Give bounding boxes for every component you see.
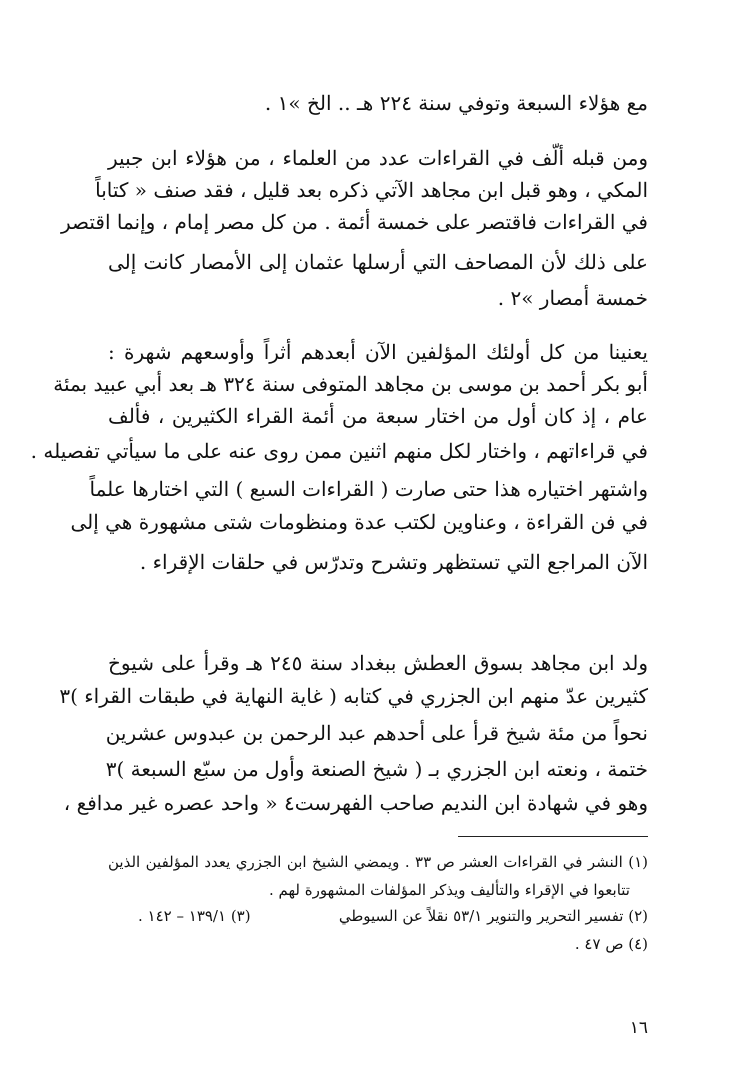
body-line: يعنينا من كل أولئك المؤلفين الآن أبعدهم أثراً وأوسعهم شهرة : bbox=[108, 340, 648, 364]
body-line: نحواً من مئة شيخ قرأ على أحدهم عبد الرحمن بن عبدوس عشرين bbox=[105, 721, 648, 745]
footnote-3: (٣) ١٣٩/١ – ١٤٢ . bbox=[138, 907, 251, 925]
footnote-1: (١) النشر في القراءات العشر ص ٣٣ . ويمضي الشيخ ابن الجزري يعدد المؤلفين الذين bbox=[108, 853, 648, 871]
body-line: خمسة أمصار »٢ . bbox=[497, 286, 648, 310]
body-line: أبو بكر أحمد بن موسى بن مجاهد المتوفى سنة ٣٢٤ هـ بعد أبي عبيد بمئة bbox=[53, 372, 648, 396]
footnote-4: (٤) ص ٤٧ . bbox=[574, 935, 648, 953]
body-line: المكي ، وهو قبل ابن مجاهد الآتي ذكره بعد قليل ، فقد صنف « كتاباً bbox=[95, 178, 648, 202]
footnote-1-continued: تتابعوا في الإقراء والتأليف ويذكر المؤلفات المشهورة لهم . bbox=[268, 881, 630, 899]
footnote-rule bbox=[458, 836, 648, 837]
body-line: على ذلك لأن المصاحف التي أرسلها عثمان إلى الأمصار كانت إلى bbox=[108, 250, 648, 274]
body-line: مع هؤلاء السبعة وتوفي سنة ٢٢٤ هـ .. الخ »١ . bbox=[264, 91, 648, 115]
body-line: في قراءاتهم ، واختار لكل منهم اثنين ممن روى عنه على ما سيأتي تفصيله . bbox=[30, 439, 648, 463]
body-line: عام ، إذ كان أول من اختار سبعة من أئمة القراء الكثيرين ، فألف bbox=[108, 404, 648, 428]
body-line: في فن القراءة ، وعناوين لكتب عدة ومنظومات شتى مشهورة هي إلى bbox=[70, 510, 648, 534]
body-line: كثيرين عدّ منهم ابن الجزري في كتابه ( غاية النهاية في طبقات القراء )٣ bbox=[59, 684, 648, 708]
page-number: ١٦ bbox=[629, 1018, 648, 1038]
body-line: ولد ابن مجاهد بسوق العطش ببغداد سنة ٢٤٥ هـ وقرأ على شيوخ bbox=[108, 651, 648, 675]
footnote-2: (٢) تفسير التحرير والتنوير ٥٣/١ نقلاً عن السيوطي bbox=[338, 907, 648, 925]
body-line: ومن قبله ألّف في القراءات عدد من العلماء ، من هؤلاء ابن جبير bbox=[108, 146, 648, 170]
body-line: وهو في شهادة ابن النديم صاحب الفهرست٤ « واحد عصره غير مدافع ، bbox=[63, 791, 648, 815]
body-line: الآن المراجع التي تستظهر وتشرح وتدرّس في حلقات الإقراء . bbox=[139, 550, 648, 574]
body-line: واشتهر اختياره هذا حتى صارت ( القراءات السبع ) التي اختارها علماً bbox=[89, 477, 648, 501]
body-line: ختمة ، ونعته ابن الجزري بـ ( شيخ الصنعة وأول من سبّع السبعة )٣ bbox=[105, 757, 648, 781]
body-line: في القراءات فاقتصر على خمسة أئمة . من كل مصر إمام ، وإنما اقتصر bbox=[60, 210, 648, 234]
